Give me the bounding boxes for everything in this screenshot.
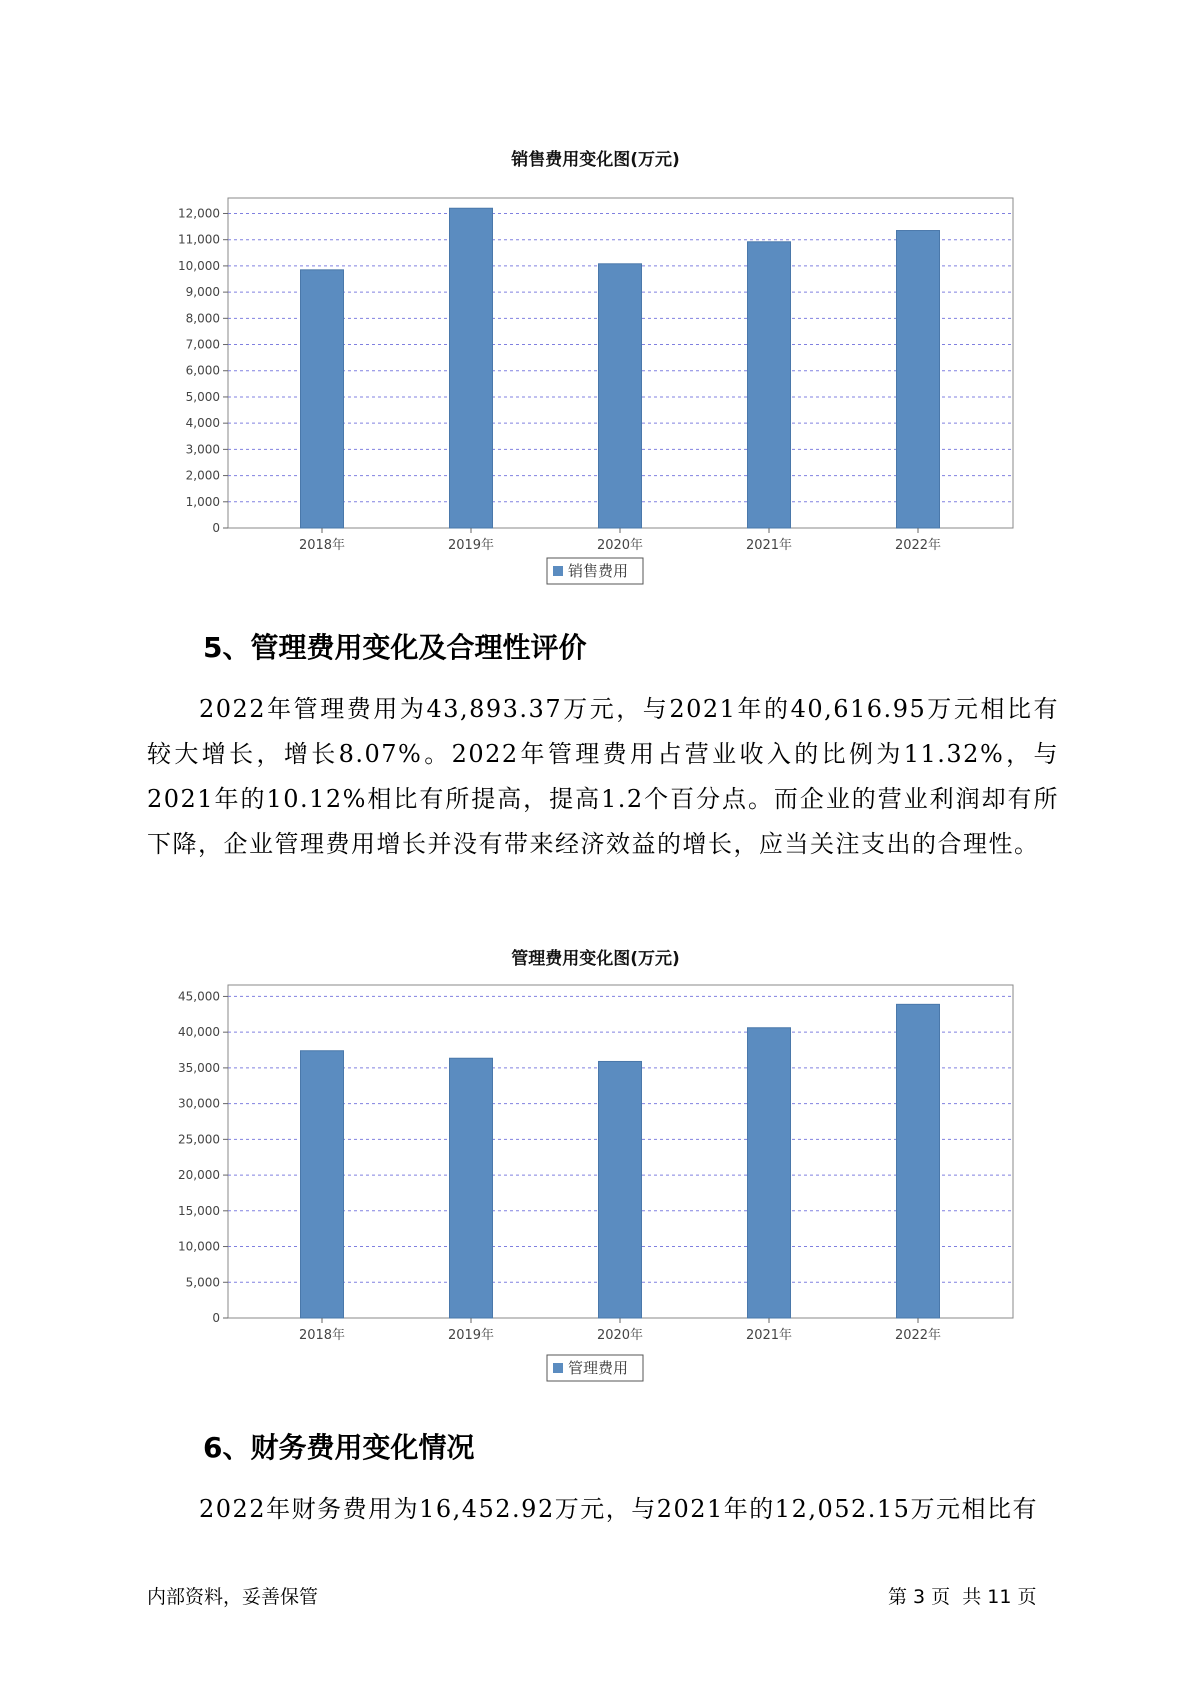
y-tick-label: 25,000 <box>178 1132 220 1147</box>
chart-title-admin: 管理费用变化图(万元) <box>511 949 680 969</box>
y-tick-label: 30,000 <box>178 1096 220 1111</box>
legend-label: 管理费用 <box>568 1359 629 1377</box>
x-tick-label: 2019年 <box>447 1328 495 1343</box>
bar-2021年 <box>748 1028 791 1318</box>
section-paragraph-5: 2022年管理费用为43,893.37万元，与2021年的40,616.95万元相比有较大增长，增长8.07%。2022年管理费用占营业收入的比例为11.32%，与2021年的10.12%相比有所提高，提高1.2个百分点。而企业的营业利润却有所下降，企业管理费用增长并没有带来经济效益的增长，应当关注支出的合理性。 <box>147 695 1059 858</box>
x-tick-label: 2020年 <box>596 538 644 553</box>
y-tick-label: 2,000 <box>185 468 220 483</box>
x-tick-label: 2021年 <box>745 538 793 553</box>
y-tick-label: 9,000 <box>185 285 220 300</box>
y-tick-label: 0 <box>212 1311 220 1325</box>
x-tick-label: 2020年 <box>596 1328 644 1343</box>
y-tick-label: 11,000 <box>178 232 220 247</box>
y-tick-label: 45,000 <box>178 989 220 1004</box>
y-tick-label: 0 <box>212 521 220 535</box>
footer-page-number: 第 3 页 共 11 页 <box>888 1586 1037 1608</box>
x-tick-label: 2019年 <box>447 538 495 553</box>
bar-2019年 <box>450 1058 493 1318</box>
bar-2020年 <box>599 1061 642 1318</box>
chart-title-sales: 销售费用变化图(万元) <box>511 150 680 170</box>
y-tick-label: 10,000 <box>178 258 220 273</box>
legend-swatch <box>553 1363 563 1373</box>
y-tick-label: 12,000 <box>178 206 220 221</box>
y-tick-label: 6,000 <box>185 363 220 378</box>
x-tick-label: 2018年 <box>298 1328 346 1343</box>
y-tick-label: 15,000 <box>178 1203 220 1218</box>
bar-2022年 <box>897 1004 940 1318</box>
y-tick-label: 35,000 <box>178 1060 220 1075</box>
y-tick-label: 8,000 <box>185 311 220 326</box>
footer-confidential: 内部资料，妥善保管 <box>147 1586 319 1608</box>
section-heading-6: 6、财务费用变化情况 <box>203 1431 475 1464</box>
y-tick-label: 5,000 <box>185 389 220 404</box>
legend <box>547 1355 643 1381</box>
x-tick-label: 2018年 <box>298 538 346 553</box>
y-tick-label: 3,000 <box>185 442 220 457</box>
y-tick-label: 10,000 <box>178 1239 220 1254</box>
x-tick-label: 2022年 <box>894 538 942 553</box>
y-tick-label: 20,000 <box>178 1168 220 1183</box>
x-tick-label: 2022年 <box>894 1328 942 1343</box>
x-tick-label: 2021年 <box>745 1328 793 1343</box>
legend-label: 销售费用 <box>568 562 629 580</box>
y-tick-label: 7,000 <box>185 337 220 352</box>
bar-2018年 <box>301 1051 344 1318</box>
y-tick-label: 5,000 <box>185 1275 220 1290</box>
y-tick-label: 4,000 <box>185 416 220 431</box>
section-paragraph-6: 2022年财务费用为16,452.92万元，与2021年的12,052.15万元相比有 <box>199 1495 1038 1523</box>
section-heading-5: 5、管理费用变化及合理性评价 <box>203 631 587 664</box>
y-tick-label: 1,000 <box>185 494 220 509</box>
y-tick-label: 40,000 <box>178 1025 220 1040</box>
